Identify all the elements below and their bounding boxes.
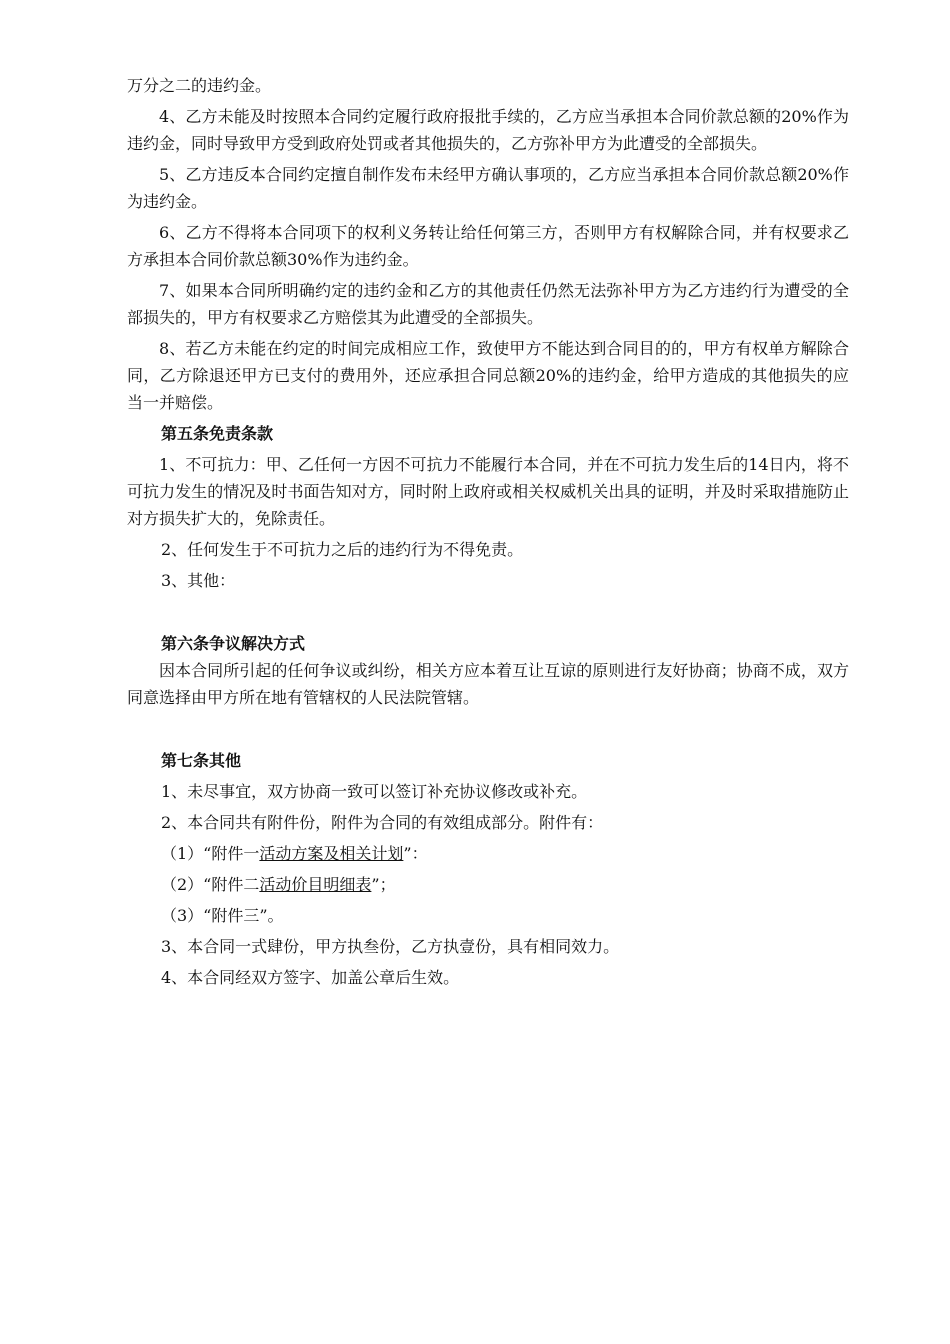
other-item-1: 1、未尽事宜，双方协商一致可以签订补充协议修改或补充。: [161, 782, 588, 801]
clause-6: 6、乙方不得将本合同项下的权利义务转让给任何第三方，否则甲方有权解除合同，并有权要求乙方承担本合同价款总额30%作为违约金。: [127, 223, 849, 269]
exemption-item-3: 3、其他：: [161, 571, 236, 590]
attachment-1-suffix: ”：: [403, 844, 428, 863]
exemption-item-2: 2、任何发生于不可抗力之后的违约行为不得免责。: [161, 540, 524, 559]
spacer: [127, 711, 849, 743]
section-heading-7: 第七条其他: [161, 751, 242, 770]
spacer: [127, 594, 849, 626]
attachment-1-prefix: （1）“附件一: [161, 844, 260, 863]
clause-8: 8、若乙方未能在约定的时间完成相应工作，致使甲方不能达到合同目的的，甲方有权单方解除合同，乙方除退还甲方已支付的费用外，还应承担合同总额20%的违约金，给甲方造成的其他损失的应当一并赔偿。: [127, 339, 849, 412]
attachment-3: （3）“附件三”。: [161, 906, 284, 925]
attachment-1-title: 活动方案及相关计划: [259, 844, 404, 863]
section-heading-6: 第六条争议解决方式: [161, 634, 306, 653]
paragraph-penalty-continued: 万分之二的违约金。: [127, 76, 272, 95]
clause-4: 4、乙方未能及时按照本合同约定履行政府报批手续的，乙方应当承担本合同价款总额的20%作为违约金，同时导致甲方受到政府处罚或者其他损失的，乙方弥补甲方为此遭受的全部损失。: [127, 107, 849, 153]
force-majeure-clause: 1、不可抗力：甲、乙任何一方因不可抗力不能履行本合同，并在不可抗力发生后的14日内，将不可抗力发生的情况及时书面告知对方，同时附上政府或相关权威机关出具的证明，并及时采取措施防止对方损失扩大的，免除责任。: [127, 455, 849, 528]
attachment-2: [127, 871, 849, 898]
other-item-3: 3、本合同一式肆份，甲方执叁份，乙方执壹份，具有相同效力。: [161, 937, 620, 956]
attachment-2-prefix: （2）“附件二: [161, 875, 260, 894]
section-heading-5: 第五条免责条款: [161, 424, 274, 443]
attachment-2-suffix: ”；: [371, 875, 396, 894]
dispute-clause: 因本合同所引起的任何争议或纠纷，相关方应本着互让互谅的原则进行友好协商；协商不成，双方同意选择由甲方所在地有管辖权的人民法院管辖。: [127, 661, 849, 707]
other-item-2: 2、本合同共有附件份，附件为合同的有效组成部分。附件有：: [161, 813, 604, 832]
contract-page: [127, 72, 849, 991]
other-item-4: 4、本合同经双方签字、加盖公章后生效。: [161, 968, 460, 987]
attachment-2-title: 活动价目明细表: [259, 875, 372, 894]
clause-5: 5、乙方违反本合同约定擅自制作发布未经甲方确认事项的，乙方应当承担本合同价款总额20%作为违约金。: [127, 165, 849, 211]
attachment-1: [127, 840, 849, 867]
clause-7: 7、如果本合同所明确约定的违约金和乙方的其他责任仍然无法弥补甲方为乙方违约行为遭受的全部损失的，甲方有权要求乙方赔偿其为此遭受的全部损失。: [127, 281, 849, 327]
